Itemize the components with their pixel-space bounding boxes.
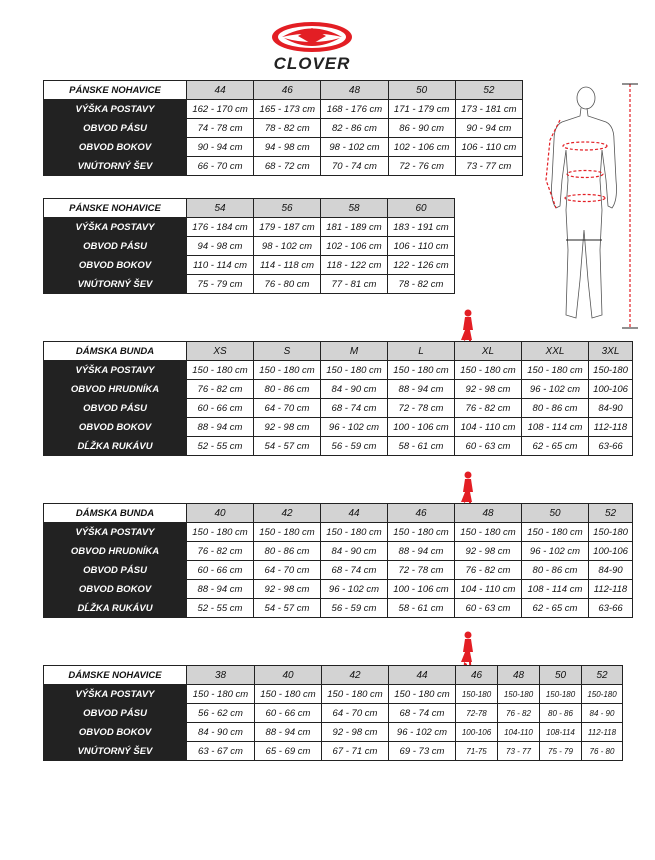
size-header: 52 [582,666,623,685]
size-header: 48 [455,504,522,523]
table-row [44,704,623,723]
table-cell: 72 - 78 cm [388,561,455,580]
table-cell: 183 - 191 cm [388,218,455,237]
table-cell: 65 - 69 cm [255,742,322,761]
table-row [44,580,633,599]
size-header: 56 [254,199,321,218]
table-cell: 78 - 82 cm [254,119,321,138]
table-cell: 60 - 63 cm [455,437,522,456]
table-cell: 112-118 [589,418,633,437]
table-cell: 98 - 102 cm [321,138,388,157]
table-cell: 150 - 180 cm [254,361,321,380]
table-row [44,742,623,761]
table-cell: 150-180 [582,685,623,704]
table-row [44,380,633,399]
table-cell: 75 - 79 cm [187,275,254,294]
table-cell: 92 - 98 cm [455,542,522,561]
table-row [44,100,523,119]
table-cell: 150 - 180 cm [522,523,589,542]
table-cell: 80 - 86 cm [522,561,589,580]
row-label: OBVOD BOKOV [44,418,187,437]
size-header: 3XL [589,342,633,361]
size-header: 46 [456,666,498,685]
table-cell: 68 - 72 cm [254,157,321,176]
table-cell: 104 - 110 cm [455,580,522,599]
row-label: OBVOD PÁSU [44,119,187,138]
table-cell: 102 - 106 cm [321,237,388,256]
table-row [44,157,523,176]
table-cell: 73 - 77 cm [455,157,522,176]
row-label: VÝŠKA POSTAVY [44,100,187,119]
table-cell: 150 - 180 cm [187,523,254,542]
table-cell: 162 - 170 cm [187,100,254,119]
table-cell: 62 - 65 cm [522,437,589,456]
table-cell: 66 - 70 cm [187,157,254,176]
table-cell: 72 - 76 cm [388,157,455,176]
table-cell: 70 - 74 cm [321,157,388,176]
size-header: 52 [589,504,633,523]
table-cell: 62 - 65 cm [522,599,589,618]
table-cell: 150-180 [540,685,582,704]
size-table-women-jacket-numeric [43,503,633,618]
size-header: 44 [321,504,388,523]
table-cell: 114 - 118 cm [254,256,321,275]
size-header: 38 [187,666,255,685]
table-header-row [44,504,633,523]
brand-name: CLOVER [273,54,351,73]
size-header: M [321,342,388,361]
row-label: VNÚTORNÝ ŠEV [44,742,187,761]
size-header: 40 [255,666,322,685]
row-label: OBVOD HRUDNÍKA [44,542,187,561]
size-header: S [254,342,321,361]
size-header: 48 [321,81,388,100]
table-cell: 92 - 98 cm [455,380,522,399]
table-cell: 76 - 82 cm [455,399,522,418]
table-cell: 54 - 57 cm [254,599,321,618]
table-cell: 76 - 80 [582,742,623,761]
table-cell: 56 - 59 cm [321,437,388,456]
table-cell: 96 - 102 cm [321,418,388,437]
table-cell: 63 - 67 cm [187,742,255,761]
size-header: 46 [254,81,321,100]
table-row [44,599,633,618]
table-cell: 112-118 [582,723,623,742]
size-header: 48 [498,666,540,685]
row-label: VNÚTORNÝ ŠEV [44,157,187,176]
table-cell: 80 - 86 cm [522,399,589,418]
table-cell: 60 - 66 cm [187,399,254,418]
table-cell: 96 - 102 cm [389,723,456,742]
row-label: VÝŠKA POSTAVY [44,361,187,380]
size-header: 50 [540,666,582,685]
table-row [44,256,455,275]
table-title: DÁMSKA BUNDA [44,504,187,523]
row-label: OBVOD BOKOV [44,256,187,275]
table-row [44,237,455,256]
table-cell: 74 - 78 cm [187,119,254,138]
table-cell: 150 - 180 cm [254,523,321,542]
table-cell: 102 - 106 cm [388,138,455,157]
table-cell: 64 - 70 cm [254,561,321,580]
table-cell: 100-106 [456,723,498,742]
table-header-row [44,666,623,685]
table-title: PÁNSKE NOHAVICE [44,199,187,218]
male-body-figure [522,80,642,330]
table-cell: 179 - 187 cm [254,218,321,237]
table-cell: 106 - 110 cm [388,237,455,256]
row-label: OBVOD PÁSU [44,704,187,723]
table-title: PÁNSKE NOHAVICE [44,81,187,100]
table-cell: 90 - 94 cm [187,138,254,157]
table-row [44,138,523,157]
table-cell: 171 - 179 cm [388,100,455,119]
size-table-men-pants-1 [43,80,523,176]
size-header: XS [187,342,254,361]
table-cell: 84-90 [589,399,633,418]
table-cell: 68 - 74 cm [389,704,456,723]
table-cell: 100 - 106 cm [388,580,455,599]
table-cell: 150 - 180 cm [522,361,589,380]
table-cell: 150 - 180 cm [322,685,389,704]
table-cell: 56 - 62 cm [187,704,255,723]
table-cell: 90 - 94 cm [455,119,522,138]
table-cell: 150 - 180 cm [187,685,255,704]
table-cell: 60 - 66 cm [255,704,322,723]
row-label: VÝŠKA POSTAVY [44,685,187,704]
table-cell: 84 - 90 cm [321,542,388,561]
table-cell: 54 - 57 cm [254,437,321,456]
row-label: VÝŠKA POSTAVY [44,523,187,542]
table-cell: 84 - 90 cm [321,380,388,399]
table-cell: 72 - 78 cm [388,399,455,418]
table-row [44,275,455,294]
table-cell: 165 - 173 cm [254,100,321,119]
table-row [44,437,633,456]
table-cell: 88 - 94 cm [255,723,322,742]
table-row [44,218,455,237]
size-header: L [388,342,455,361]
table-cell: 76 - 82 cm [187,542,254,561]
table-cell: 150 - 180 cm [321,523,388,542]
table-cell: 60 - 63 cm [455,599,522,618]
table-cell: 69 - 73 cm [389,742,456,761]
table-row [44,723,623,742]
size-header: XL [455,342,522,361]
size-header: 46 [388,504,455,523]
row-label: OBVOD PÁSU [44,237,187,256]
table-cell: 78 - 82 cm [388,275,455,294]
row-label: OBVOD BOKOV [44,723,187,742]
table-cell: 76 - 82 [498,704,540,723]
table-cell: 150-180 [456,685,498,704]
table-cell: 86 - 90 cm [388,119,455,138]
table-cell: 108 - 114 cm [522,418,589,437]
row-label: OBVOD PÁSU [44,561,187,580]
row-label: OBVOD HRUDNÍKA [44,380,187,399]
table-row [44,119,523,138]
table-cell: 150 - 180 cm [255,685,322,704]
table-cell: 63-66 [589,437,633,456]
table-cell: 150 - 180 cm [389,685,456,704]
table-cell: 52 - 55 cm [187,599,254,618]
table-cell: 98 - 102 cm [254,237,321,256]
table-row [44,361,633,380]
table-cell: 150-180 [498,685,540,704]
size-header: 58 [321,199,388,218]
table-cell: 84 - 90 [582,704,623,723]
table-cell: 64 - 70 cm [322,704,389,723]
table-cell: 100-106 [589,380,633,399]
table-cell: 88 - 94 cm [187,580,254,599]
table-cell: 67 - 71 cm [322,742,389,761]
table-cell: 110 - 114 cm [187,256,254,275]
table-cell: 68 - 74 cm [321,399,388,418]
table-cell: 118 - 122 cm [321,256,388,275]
table-cell: 112-118 [589,580,633,599]
table-cell: 173 - 181 cm [455,100,522,119]
table-cell: 76 - 80 cm [254,275,321,294]
table-cell: 71-75 [456,742,498,761]
table-cell: 96 - 102 cm [522,542,589,561]
size-header: 44 [389,666,456,685]
table-cell: 104-110 [498,723,540,742]
table-cell: 58 - 61 cm [388,437,455,456]
size-header: 42 [254,504,321,523]
table-cell: 92 - 98 cm [254,418,321,437]
table-cell: 100 - 106 cm [388,418,455,437]
table-header-row [44,342,633,361]
table-cell: 96 - 102 cm [321,580,388,599]
table-cell: 108 - 114 cm [522,580,589,599]
table-cell: 84-90 [589,561,633,580]
table-row [44,523,633,542]
size-header: 40 [187,504,254,523]
table-cell: 80 - 86 cm [254,542,321,561]
table-cell: 104 - 110 cm [455,418,522,437]
table-cell: 68 - 74 cm [321,561,388,580]
table-cell: 150 - 180 cm [388,523,455,542]
size-header: 50 [522,504,589,523]
table-cell: 150 - 180 cm [455,523,522,542]
row-label: DĹŽKA RUKÁVU [44,599,187,618]
size-table-women-jacket-letter [43,341,633,456]
table-row [44,542,633,561]
table-cell: 106 - 110 cm [455,138,522,157]
size-header: 44 [187,81,254,100]
table-cell: 82 - 86 cm [321,119,388,138]
table-header-row [44,199,455,218]
table-cell: 80 - 86 [540,704,582,723]
table-row [44,685,623,704]
size-header: 54 [187,199,254,218]
size-header: 60 [388,199,455,218]
table-cell: 75 - 79 [540,742,582,761]
table-cell: 150-180 [589,523,633,542]
table-title: DÁMSKE NOHAVICE [44,666,187,685]
size-table-men-pants-2 [43,198,455,294]
table-cell: 92 - 98 cm [322,723,389,742]
table-cell: 100-106 [589,542,633,561]
row-label: VÝŠKA POSTAVY [44,218,187,237]
table-row [44,561,633,580]
table-cell: 94 - 98 cm [254,138,321,157]
table-cell: 176 - 184 cm [187,218,254,237]
table-cell: 64 - 70 cm [254,399,321,418]
row-label: OBVOD BOKOV [44,580,187,599]
table-cell: 80 - 86 cm [254,380,321,399]
table-cell: 168 - 176 cm [321,100,388,119]
table-cell: 58 - 61 cm [388,599,455,618]
size-header: 52 [455,81,522,100]
table-row [44,399,633,418]
table-title: DÁMSKA BUNDA [44,342,187,361]
table-cell: 88 - 94 cm [187,418,254,437]
table-cell: 150 - 180 cm [455,361,522,380]
table-header-row [44,81,523,100]
table-cell: 76 - 82 cm [187,380,254,399]
table-cell: 73 - 77 [498,742,540,761]
table-cell: 88 - 94 cm [388,542,455,561]
row-label: OBVOD PÁSU [44,399,187,418]
table-cell: 94 - 98 cm [187,237,254,256]
table-cell: 84 - 90 cm [187,723,255,742]
table-cell: 56 - 59 cm [321,599,388,618]
table-cell: 181 - 189 cm [321,218,388,237]
table-cell: 96 - 102 cm [522,380,589,399]
table-cell: 60 - 66 cm [187,561,254,580]
table-cell: 150 - 180 cm [321,361,388,380]
row-label: VNÚTORNÝ ŠEV [44,275,187,294]
size-header: 50 [388,81,455,100]
table-cell: 150 - 180 cm [388,361,455,380]
table-cell: 92 - 98 cm [254,580,321,599]
table-cell: 150-180 [589,361,633,380]
size-table-women-pants [43,665,623,761]
size-header: 42 [322,666,389,685]
row-label: OBVOD BOKOV [44,138,187,157]
table-cell: 150 - 180 cm [187,361,254,380]
table-cell: 76 - 82 cm [455,561,522,580]
row-label: DĹŽKA RUKÁVU [44,437,187,456]
table-cell: 52 - 55 cm [187,437,254,456]
table-cell: 72-78 [456,704,498,723]
table-cell: 122 - 126 cm [388,256,455,275]
clover-emblem-icon [262,18,362,58]
table-row [44,418,633,437]
table-cell: 88 - 94 cm [388,380,455,399]
clover-logo [262,18,362,76]
table-cell: 77 - 81 cm [321,275,388,294]
table-cell: 108-114 [540,723,582,742]
table-cell: 63-66 [589,599,633,618]
size-header: XXL [522,342,589,361]
